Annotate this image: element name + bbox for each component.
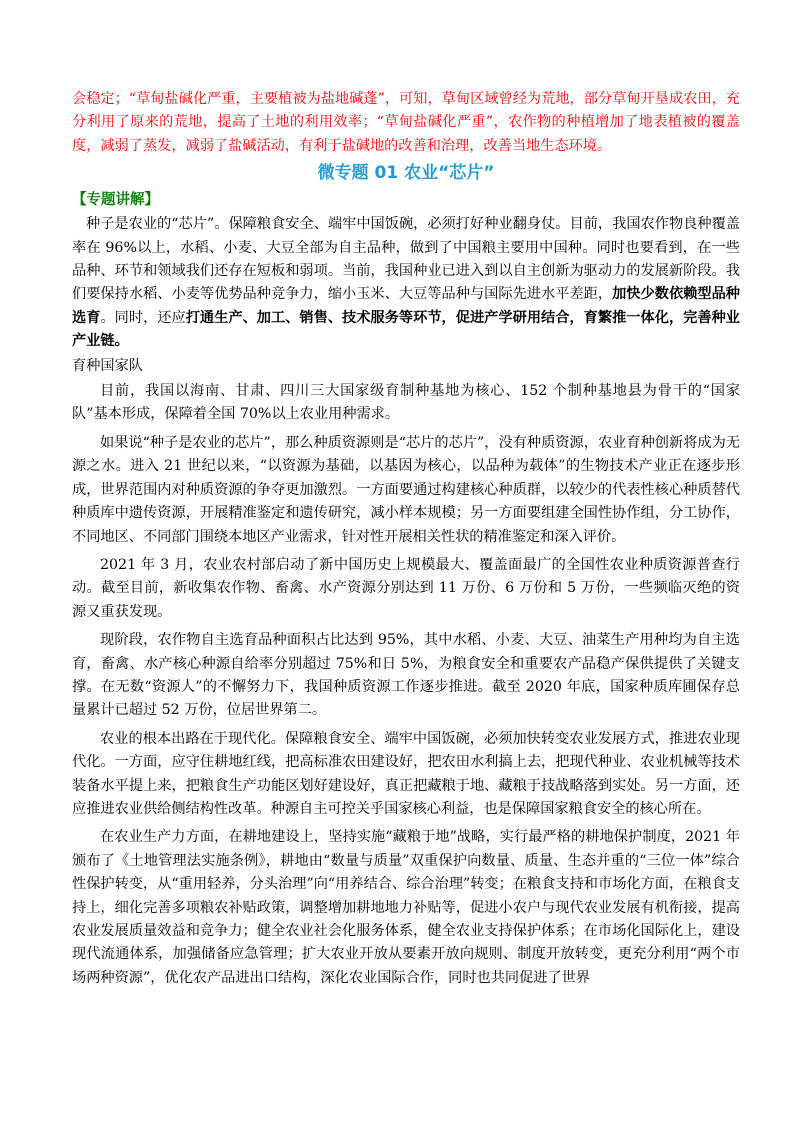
- paragraph-intro-bold-b: 加快少数依赖型品种选育: [72, 286, 740, 326]
- intro-red-paragraph: 会稳定；“草甸盐碱化严重，主要植被为盐地碱蓬”，可知，草甸区域曾经为荒地，部分草甸开垦成农田，充分利用了原来的荒地，提高了土地的利用效率；“草甸盐碱化严重”，农作物的种植增加了地表植被的覆盖度，减弱了蒸发，减弱了盐碱活动，有利于盐碱地的改善和治理，改善当地生态环境。: [72, 91, 740, 154]
- section-heading: 【专题讲解】: [72, 192, 159, 209]
- paragraph-4: 现阶段，农作物自主选育品种面积占比达到 95%，其中水稻、小麦、大豆、油菜生产用种均为自主选育，畜禽、水产核心种源自给率分别超过 75%和日 5%，为粮食安全和重要农产品稳产保供提供了关键支撑。在无数“资源人”的不懈努力下，我国种质资源工作逐步推进。截至 2020 年底，国家种质库圃保存总量累计已超过 52 万份，位居世界第二。: [72, 632, 740, 719]
- paragraph-2: 如果说“种子是农业的芯片”，那么种质资源则是“芯片的芯片”，没有种质资源，农业育种创新将成为无源之水。进入 21 世纪以来，“以资源为基础，以基因为核心，以品种为载体”的生物技术产业正在逐步形成，世界范围内对种质资源的争夺更加激烈。一方面要通过构建核心种质群，以较少的代表性核心种质替代种质库中遗传资源，开展精准鉴定和遗传研究，减小样本规模；另一方面要组建全国性协作组，分工协作，不同地区、不同部门围绕本地区产业需求，针对性开展相关性状的精准鉴定和深入评价。: [72, 434, 740, 545]
- paragraph-intro: [72, 213, 740, 353]
- page-title: 微专题 01 农业“芯片”: [317, 163, 495, 184]
- paragraph-6: 在农业生产力方面，在耕地建设上，坚持实施“藏粮于地”战略，实行最严格的耕地保护制度，2021 年颁布了《土地管理法实施条例》，耕地由“数量与质量”双重保护向数量、质量、生态并重的“三位一体”综合性保护转变，从“重用轻养，分头治理”向“用养结合、综合治理”转变；在粮食支持和市场化方面，在粮食支持上，细化完善多项粮农补贴政策，调整增加耕地地力补贴等，促进小农户与现代农业发展有机衔接，提高农业发展质量效益和竞争力；健全农业社会化服务体系，健全农业支持保护体系；在市场化国际化上，建设现代流通体系，加强储备应急管理；扩大农业开放从要素开放向规则、制度开放转变，更充分利用“两个市场两种资源”，优化农产品进出口结构，深化农业国际合作，同时也共同促进了世界: [72, 829, 740, 986]
- paragraph-3: 2021 年 3 月，农业农村部启动了新中国历史上规模最大、覆盖面最广的全国性农业种质资源普查行动。截至目前，新收集农作物、畜禽、水产资源分别达到 11 万份、6 万份和 5 万份，一些频临灭绝的资源又重获发现。: [72, 556, 740, 620]
- paragraph-5: 农业的根本出路在于现代化。保障粮食安全、端牢中国饭碗，必须加快转变农业发展方式，推进农业现代化。一方面，应守住耕地红线，把高标准农田建设好，把农田水利搞上去，把现代种业、农业机械等技术装备水平提上来，把粮食生产功能区划好建设好，真正把藏粮于地、藏粮于技战略落到实处。另一方面，还应推进农业供给侧结构性改革。种源自主可控关乎国家核心利益，也是保障国家粮食安全的核心所在。: [72, 730, 740, 817]
- paragraph-intro-text-a: 种子是农业的“芯片”。保障粮食安全、端牢中国饭碗，必须打好种业翻身仗。目前，我国农作物良种覆盖率在 96%以上，水稻、小麦、大豆全部为自主品种，做到了中国粮主要用中国种。同时也要看到，在一些品种、环节和领域我们还存在短板和弱项。当前，我国种业已进入到以自主创新为驱动力的发展新阶段。我们要保持水稻、小麦等优势品种竞争力，缩小玉米、大豆等品种与国际先进水平差距，: [72, 216, 740, 303]
- document-page: [72, 88, 740, 990]
- paragraph-1: 目前，我国以海南、甘肃、四川三大国家级育制种基地为核心、152 个制种基地县为骨干的“国家队”基本形成，保障着全国 70%以上农业用种需求。: [72, 383, 740, 423]
- subheading: 育种国家队: [72, 357, 143, 374]
- paragraph-intro-bold-d: 打通生产、加工、销售、技术服务等环节，促进产学研用结合，育繁推一体化，完善种业产业链。: [72, 309, 740, 350]
- paragraph-intro-text-c: 。同时，还应: [100, 309, 186, 326]
